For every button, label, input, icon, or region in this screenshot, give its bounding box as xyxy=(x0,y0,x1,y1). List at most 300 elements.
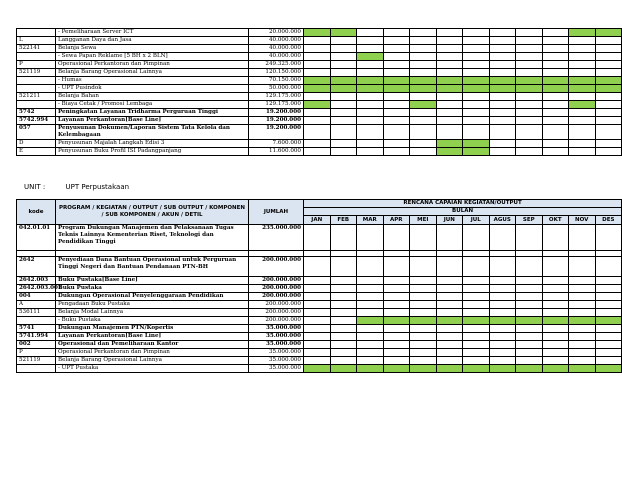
table-row xyxy=(17,37,622,45)
schedule-cell xyxy=(383,277,410,285)
row-code: A xyxy=(17,301,56,309)
row-code: L xyxy=(17,37,56,45)
schedule-cell xyxy=(330,117,357,125)
month-header: AGUS xyxy=(489,216,516,225)
schedule-cell xyxy=(489,309,516,317)
schedule-cell xyxy=(569,45,596,53)
row-description: - UPT Pustaka xyxy=(56,365,249,373)
header-jumlah: JUMLAH xyxy=(249,200,304,225)
schedule-cell xyxy=(542,61,569,69)
schedule-cell xyxy=(304,301,331,309)
row-amount: 249.325.000 xyxy=(249,61,304,69)
row-amount: 19.200.000 xyxy=(249,109,304,117)
schedule-cell xyxy=(357,148,384,156)
row-code: 5741 xyxy=(17,325,56,333)
schedule-cell-active xyxy=(595,29,622,37)
schedule-cell xyxy=(330,148,357,156)
schedule-cell xyxy=(436,333,463,341)
month-header: NOV xyxy=(569,216,596,225)
row-amount: 35.000.000 xyxy=(249,325,304,333)
month-header: APR xyxy=(383,216,410,225)
schedule-cell xyxy=(383,293,410,301)
schedule-cell-active xyxy=(542,77,569,85)
schedule-cell xyxy=(330,61,357,69)
schedule-cell xyxy=(542,301,569,309)
row-code: P xyxy=(17,349,56,357)
schedule-cell xyxy=(410,357,437,365)
schedule-cell xyxy=(542,29,569,37)
schedule-cell xyxy=(304,93,331,101)
schedule-cell xyxy=(357,117,384,125)
schedule-cell xyxy=(595,257,622,277)
schedule-cell-active xyxy=(330,77,357,85)
schedule-cell-active xyxy=(463,85,490,93)
schedule-cell xyxy=(436,53,463,61)
schedule-cell xyxy=(357,357,384,365)
row-description: - Biaya Cetak / Promosi Lembaga xyxy=(56,101,249,109)
schedule-cell-active xyxy=(304,365,331,373)
schedule-cell xyxy=(436,29,463,37)
schedule-cell xyxy=(595,225,622,251)
schedule-cell xyxy=(542,325,569,333)
schedule-cell-active xyxy=(463,148,490,156)
header-program: PROGRAM / KEGIATAN / OUTPUT / SUB OUTPUT / KOMPONEN / SUB KOMPONEN / AKUN / DETIL xyxy=(56,200,249,225)
schedule-cell xyxy=(304,45,331,53)
schedule-cell xyxy=(383,29,410,37)
table-row xyxy=(17,285,622,293)
row-code: 002 xyxy=(17,341,56,349)
schedule-cell xyxy=(569,333,596,341)
schedule-cell xyxy=(489,140,516,148)
schedule-cell xyxy=(542,293,569,301)
schedule-cell xyxy=(569,148,596,156)
row-amount: 200.000.000 xyxy=(249,293,304,301)
schedule-cell xyxy=(542,140,569,148)
schedule-cell xyxy=(410,29,437,37)
schedule-cell xyxy=(489,61,516,69)
schedule-cell xyxy=(595,341,622,349)
schedule-cell-active xyxy=(595,317,622,325)
row-amount: 200.000.000 xyxy=(249,317,304,325)
row-description: Langganan Daya dan Jasa xyxy=(56,37,249,45)
schedule-cell xyxy=(542,357,569,365)
row-code: 2642 xyxy=(17,257,56,277)
table-row xyxy=(17,109,622,117)
row-code: 521119 xyxy=(17,357,56,365)
schedule-cell xyxy=(436,293,463,301)
schedule-cell-active xyxy=(489,317,516,325)
schedule-cell xyxy=(330,341,357,349)
row-description: Penyusunan Buku Profil ISI Padangpanjang xyxy=(56,148,249,156)
schedule-cell-active xyxy=(569,29,596,37)
schedule-cell-active xyxy=(569,317,596,325)
schedule-cell xyxy=(489,349,516,357)
row-amount: 40.000.000 xyxy=(249,37,304,45)
schedule-cell xyxy=(330,109,357,117)
schedule-cell xyxy=(410,117,437,125)
schedule-cell xyxy=(542,101,569,109)
month-header: MAR xyxy=(357,216,384,225)
schedule-cell-active xyxy=(463,140,490,148)
schedule-cell-active xyxy=(463,77,490,85)
schedule-cell xyxy=(516,257,543,277)
schedule-cell xyxy=(330,325,357,333)
schedule-cell xyxy=(383,109,410,117)
table-row xyxy=(17,317,622,325)
schedule-cell xyxy=(516,293,543,301)
schedule-cell-active xyxy=(357,77,384,85)
schedule-cell-active xyxy=(410,317,437,325)
row-code: 536111 xyxy=(17,309,56,317)
row-amount: 35.000.000 xyxy=(249,333,304,341)
schedule-cell xyxy=(410,293,437,301)
schedule-cell xyxy=(410,309,437,317)
schedule-cell xyxy=(383,93,410,101)
row-code: P xyxy=(17,61,56,69)
row-amount: 35.000.000 xyxy=(249,341,304,349)
row-description: Layanan Perkantoran[Base Line] xyxy=(56,117,249,125)
schedule-cell-active xyxy=(436,148,463,156)
schedule-cell-active xyxy=(304,29,331,37)
schedule-cell-active xyxy=(569,77,596,85)
row-description: - UPT Pusindok xyxy=(56,85,249,93)
schedule-cell xyxy=(410,333,437,341)
schedule-cell xyxy=(569,140,596,148)
row-description: Belanja Barang Operasional Lainnya xyxy=(56,69,249,77)
schedule-cell xyxy=(516,125,543,140)
month-header: JAN xyxy=(304,216,331,225)
schedule-cell-active xyxy=(436,365,463,373)
schedule-cell xyxy=(489,101,516,109)
schedule-cell xyxy=(569,37,596,45)
table-row xyxy=(17,148,622,156)
schedule-cell xyxy=(304,117,331,125)
schedule-cell xyxy=(463,53,490,61)
schedule-cell xyxy=(410,93,437,101)
row-amount: 200.000.000 xyxy=(249,301,304,309)
schedule-cell xyxy=(542,69,569,77)
schedule-cell-active xyxy=(595,85,622,93)
schedule-cell xyxy=(383,45,410,53)
schedule-cell-active xyxy=(489,85,516,93)
schedule-cell xyxy=(436,45,463,53)
schedule-cell xyxy=(330,349,357,357)
schedule-cell xyxy=(516,140,543,148)
schedule-cell xyxy=(569,277,596,285)
schedule-cell xyxy=(436,257,463,277)
table-row xyxy=(17,93,622,101)
row-description: Program Dukungan Manajemen dan Pelaksanaan Tugas Teknis Lainnya Kementerian Riset, Teknologi dan Pendidikan Tinggi xyxy=(56,225,249,251)
row-amount: 200.000.000 xyxy=(249,285,304,293)
schedule-cell xyxy=(516,309,543,317)
table-row xyxy=(17,225,622,251)
row-description: Penyediaan Dana Bantuan Operasional untuk Perguruan Tinggi Negeri dan Bantuan Pendanaan PTN-BH xyxy=(56,257,249,277)
schedule-cell xyxy=(410,53,437,61)
schedule-cell xyxy=(330,69,357,77)
schedule-cell xyxy=(357,333,384,341)
schedule-cell xyxy=(330,53,357,61)
schedule-cell xyxy=(357,93,384,101)
schedule-cell xyxy=(410,341,437,349)
row-code: 2642.003 xyxy=(17,277,56,285)
schedule-cell xyxy=(542,349,569,357)
schedule-cell xyxy=(489,45,516,53)
row-code xyxy=(17,53,56,61)
schedule-cell xyxy=(542,148,569,156)
schedule-cell xyxy=(410,37,437,45)
schedule-cell xyxy=(357,257,384,277)
schedule-cell xyxy=(357,61,384,69)
schedule-cell xyxy=(489,148,516,156)
schedule-cell xyxy=(516,69,543,77)
schedule-cell-active xyxy=(516,85,543,93)
schedule-cell xyxy=(436,93,463,101)
schedule-cell xyxy=(436,285,463,293)
row-amount: 235.000.000 xyxy=(249,225,304,251)
schedule-cell xyxy=(463,333,490,341)
schedule-cell xyxy=(304,309,331,317)
schedule-cell xyxy=(383,69,410,77)
schedule-cell xyxy=(304,69,331,77)
row-amount: 200.000.000 xyxy=(249,277,304,285)
schedule-cell xyxy=(516,148,543,156)
schedule-cell xyxy=(595,125,622,140)
schedule-cell xyxy=(383,285,410,293)
row-description: Belanja Bahan xyxy=(56,93,249,101)
month-header: SEP xyxy=(516,216,543,225)
schedule-cell xyxy=(410,61,437,69)
row-amount: 11.600.000 xyxy=(249,148,304,156)
schedule-cell xyxy=(357,285,384,293)
schedule-cell xyxy=(330,317,357,325)
schedule-cell xyxy=(383,125,410,140)
schedule-cell-active xyxy=(542,317,569,325)
schedule-cell xyxy=(516,285,543,293)
schedule-cell xyxy=(516,341,543,349)
schedule-cell xyxy=(436,341,463,349)
schedule-cell xyxy=(569,309,596,317)
schedule-cell xyxy=(569,61,596,69)
schedule-cell xyxy=(410,225,437,251)
row-code: 521211 xyxy=(17,93,56,101)
schedule-cell-active xyxy=(357,53,384,61)
schedule-cell xyxy=(542,341,569,349)
schedule-cell xyxy=(595,109,622,117)
month-header: FEB xyxy=(330,216,357,225)
row-description: Penyusunan Dokumen/Laporan Sistem Tata Kelola dan Kelembagaan xyxy=(56,125,249,140)
unit-name: UPT Perpustakaan xyxy=(65,183,130,191)
schedule-cell xyxy=(569,69,596,77)
schedule-cell xyxy=(595,349,622,357)
schedule-cell xyxy=(357,309,384,317)
schedule-cell xyxy=(463,117,490,125)
table-row xyxy=(17,357,622,365)
schedule-cell xyxy=(489,225,516,251)
schedule-cell xyxy=(304,277,331,285)
schedule-cell xyxy=(330,285,357,293)
table-row xyxy=(17,341,622,349)
schedule-cell xyxy=(542,93,569,101)
schedule-cell xyxy=(569,53,596,61)
schedule-cell xyxy=(489,301,516,309)
schedule-cell xyxy=(330,293,357,301)
schedule-cell xyxy=(595,61,622,69)
schedule-cell xyxy=(569,349,596,357)
schedule-cell xyxy=(357,325,384,333)
schedule-cell xyxy=(383,101,410,109)
schedule-cell xyxy=(595,277,622,285)
schedule-cell xyxy=(410,148,437,156)
schedule-cell xyxy=(304,61,331,69)
schedule-cell xyxy=(595,333,622,341)
schedule-cell xyxy=(357,69,384,77)
schedule-cell xyxy=(463,69,490,77)
schedule-cell xyxy=(436,61,463,69)
schedule-cell xyxy=(410,69,437,77)
schedule-cell xyxy=(410,277,437,285)
schedule-cell xyxy=(489,69,516,77)
row-code xyxy=(17,317,56,325)
schedule-cell xyxy=(410,257,437,277)
schedule-cell xyxy=(463,225,490,251)
schedule-cell xyxy=(516,101,543,109)
schedule-cell xyxy=(410,285,437,293)
schedule-cell xyxy=(516,37,543,45)
table-row xyxy=(17,45,622,53)
schedule-cell-active xyxy=(410,365,437,373)
budget-table-top xyxy=(16,28,622,156)
schedule-cell xyxy=(542,45,569,53)
row-code: 5742 xyxy=(17,109,56,117)
table-row xyxy=(17,309,622,317)
row-amount: 200.000.000 xyxy=(249,309,304,317)
row-description: Pengadaan Buku Pustaka xyxy=(56,301,249,309)
schedule-cell xyxy=(383,333,410,341)
schedule-cell xyxy=(489,341,516,349)
schedule-cell xyxy=(436,349,463,357)
row-amount: 70.150.000 xyxy=(249,77,304,85)
schedule-cell xyxy=(569,341,596,349)
schedule-cell xyxy=(463,285,490,293)
schedule-cell xyxy=(489,117,516,125)
row-description: Dukungan Manajemen PTN/Kopertis xyxy=(56,325,249,333)
schedule-cell xyxy=(304,325,331,333)
schedule-cell xyxy=(357,45,384,53)
schedule-cell xyxy=(330,357,357,365)
schedule-cell xyxy=(383,225,410,251)
schedule-cell xyxy=(595,309,622,317)
schedule-cell xyxy=(383,357,410,365)
row-description: Buku Pustaka xyxy=(56,285,249,293)
schedule-cell xyxy=(304,109,331,117)
schedule-cell xyxy=(516,29,543,37)
schedule-cell xyxy=(463,325,490,333)
schedule-cell-active xyxy=(410,85,437,93)
schedule-cell xyxy=(410,140,437,148)
schedule-cell xyxy=(569,109,596,117)
schedule-cell xyxy=(330,257,357,277)
schedule-cell xyxy=(542,53,569,61)
schedule-cell xyxy=(383,257,410,277)
schedule-cell xyxy=(304,357,331,365)
table-row xyxy=(17,257,622,277)
schedule-cell xyxy=(304,341,331,349)
schedule-cell xyxy=(595,325,622,333)
row-description: Peningkatan Layanan Tridharma Perguruan Tinggi xyxy=(56,109,249,117)
table-row xyxy=(17,333,622,341)
schedule-cell xyxy=(463,349,490,357)
schedule-cell xyxy=(304,225,331,251)
schedule-cell xyxy=(304,125,331,140)
row-amount: 35.000.000 xyxy=(249,357,304,365)
schedule-cell xyxy=(383,341,410,349)
table-row xyxy=(17,77,622,85)
table-row xyxy=(17,140,622,148)
schedule-cell-active xyxy=(463,365,490,373)
schedule-cell-active xyxy=(357,317,384,325)
row-code: 042.01.01 xyxy=(17,225,56,251)
row-amount: 20.000.000 xyxy=(249,29,304,37)
schedule-cell-active xyxy=(569,365,596,373)
schedule-cell xyxy=(516,349,543,357)
schedule-cell xyxy=(304,140,331,148)
schedule-cell xyxy=(330,225,357,251)
schedule-cell xyxy=(330,309,357,317)
row-description: - Sewa Papan Reklame [5 BH x 2 BLN] xyxy=(56,53,249,61)
table-row xyxy=(17,53,622,61)
row-amount: 50.000.000 xyxy=(249,85,304,93)
schedule-cell xyxy=(383,349,410,357)
schedule-cell xyxy=(463,37,490,45)
schedule-cell xyxy=(383,140,410,148)
row-description: Operasional Perkantoran dan Pimpinan xyxy=(56,349,249,357)
schedule-cell xyxy=(569,325,596,333)
schedule-cell xyxy=(489,325,516,333)
row-amount: 200.000.000 xyxy=(249,257,304,277)
schedule-cell xyxy=(383,37,410,45)
schedule-cell xyxy=(463,341,490,349)
schedule-cell xyxy=(357,29,384,37)
schedule-cell xyxy=(569,225,596,251)
schedule-cell-active xyxy=(357,85,384,93)
schedule-cell-active xyxy=(436,77,463,85)
table-row xyxy=(17,293,622,301)
schedule-cell-active xyxy=(489,77,516,85)
schedule-cell xyxy=(436,117,463,125)
schedule-cell xyxy=(516,333,543,341)
schedule-cell xyxy=(489,53,516,61)
schedule-cell xyxy=(489,293,516,301)
schedule-cell xyxy=(542,285,569,293)
schedule-cell xyxy=(463,357,490,365)
row-description: Operasional Perkantoran dan Pimpinan xyxy=(56,61,249,69)
schedule-cell xyxy=(436,357,463,365)
schedule-cell xyxy=(595,53,622,61)
row-amount: 40.000.000 xyxy=(249,45,304,53)
schedule-cell xyxy=(569,125,596,140)
schedule-cell xyxy=(436,309,463,317)
schedule-cell xyxy=(595,45,622,53)
row-amount: 120.150.000 xyxy=(249,69,304,77)
schedule-cell xyxy=(383,117,410,125)
schedule-cell xyxy=(436,37,463,45)
schedule-cell-active xyxy=(569,85,596,93)
schedule-cell xyxy=(304,293,331,301)
table-row xyxy=(17,325,622,333)
row-code: D xyxy=(17,140,56,148)
schedule-cell xyxy=(516,225,543,251)
row-code: 2642.003.001 xyxy=(17,285,56,293)
